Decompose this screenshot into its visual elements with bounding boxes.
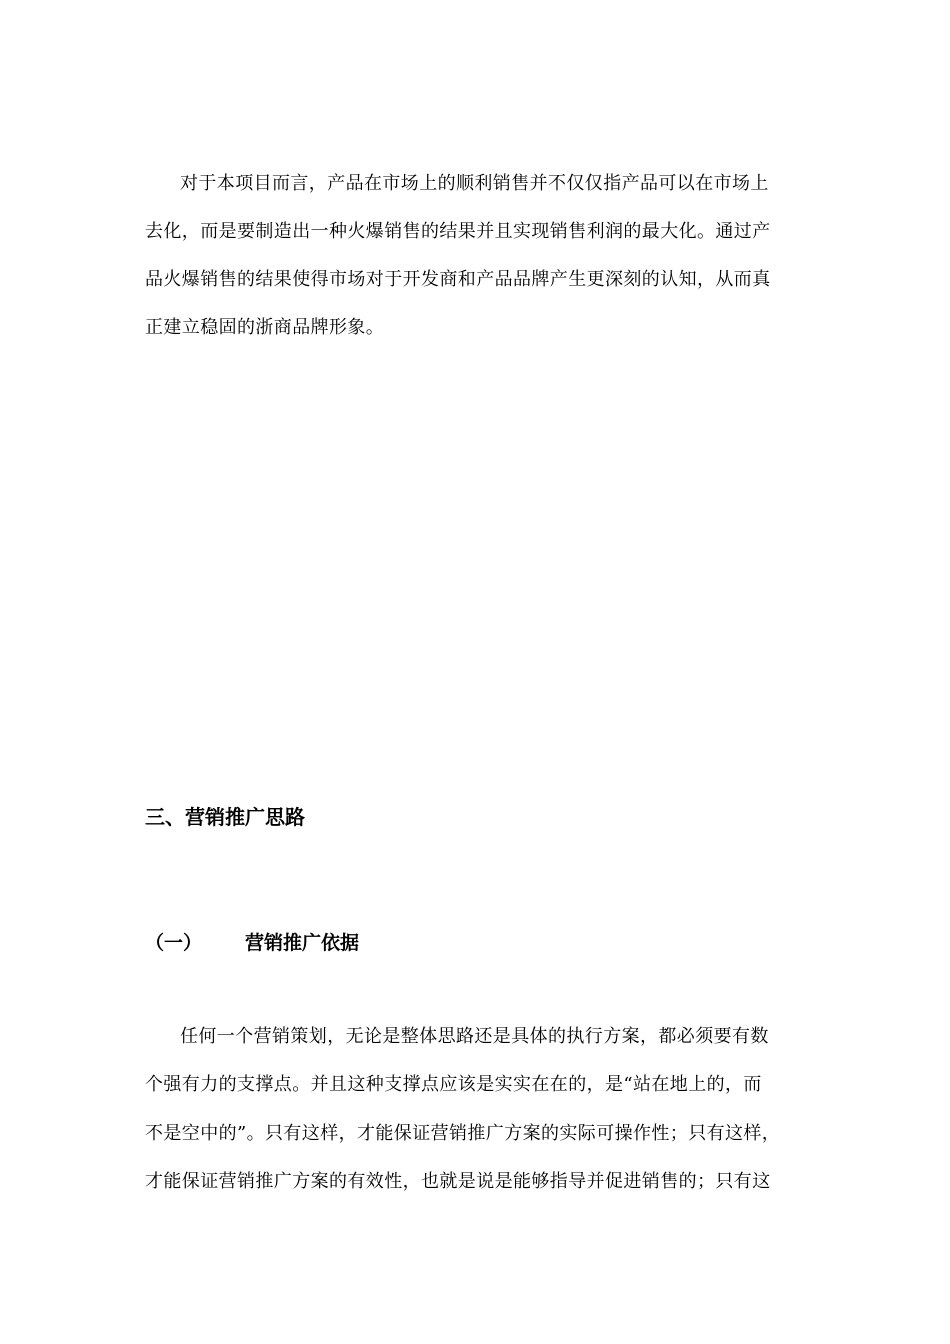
paragraph-2-line-2: 个强有力的支撑点。并且这种支撑点应该是实实在在的，是“站在地上的，而 [145,1074,762,1095]
subsection-title: 营销推广依据 [245,932,360,954]
paragraph-1-line-3: 品火爆销售的结果使得市场对于开发商和产品品牌产生更深刻的认知，从而真 [145,269,771,290]
paragraph-2-line-4: 才能保证营销推广方案的有效性，也就是说是能够指导并促进销售的；只有这 [145,1171,771,1192]
paragraph-2-line-3: 不是空中的”。只有这样，才能保证营销推广方案的实际可操作性；只有这样， [145,1123,781,1144]
paragraph-2-line-1: 任何一个营销策划，无论是整体思路还是具体的执行方案，都必须要有数 [180,1026,769,1047]
subsection-number: （一） [145,932,203,954]
paragraph-1-line-1: 对于本项目而言，产品在市场上的顺利销售并不仅仅指产品可以在市场上 [180,173,769,194]
paragraph-1-line-4: 正建立稳固的浙商品牌形象。 [145,317,385,338]
section-heading: 三、营销推广思路 [145,805,305,829]
paragraph-1-line-2: 去化，而是要制造出一种火爆销售的结果并且实现销售利润的最大化。通过产 [145,221,771,242]
